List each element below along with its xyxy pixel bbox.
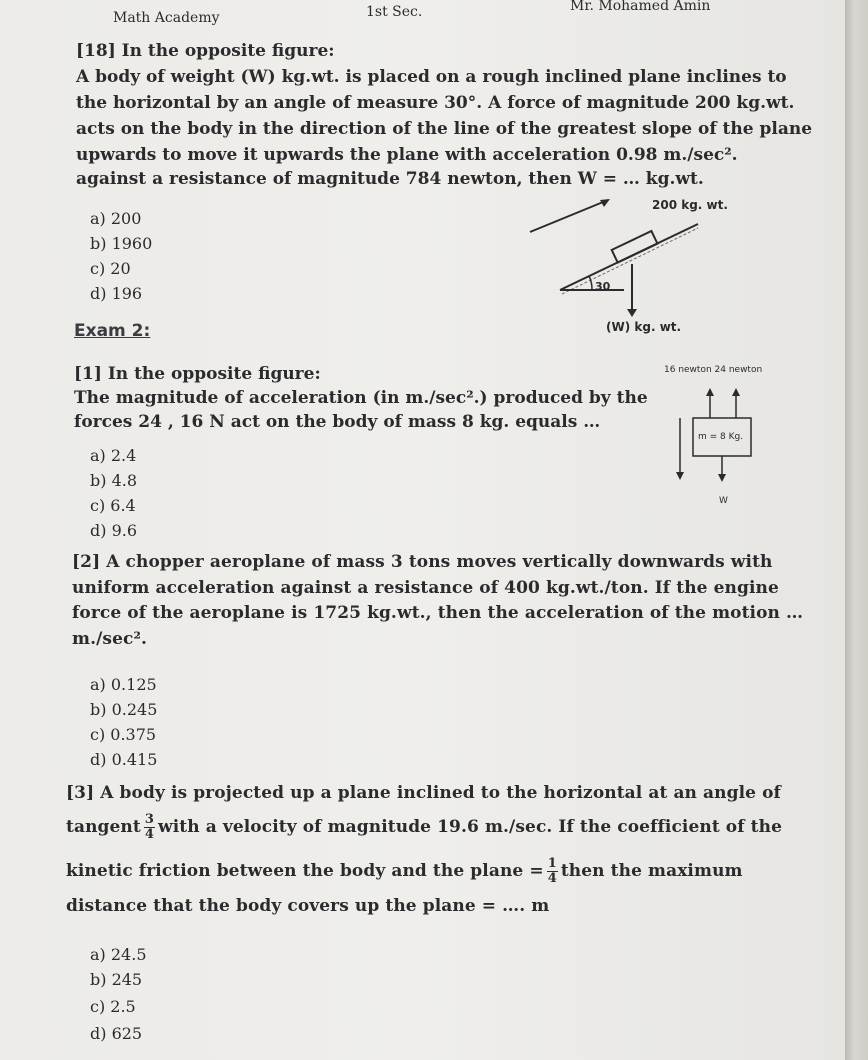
q2-line3: force of the aeroplane is 1725 kg.wt., then the acceleration of the motion … <box>72 603 804 623</box>
q2-option-b[interactable]: b) 0.245 <box>90 700 158 719</box>
q3-tangent-text: tangent <box>66 817 141 837</box>
q1-option-d[interactable]: d) 9.6 <box>90 521 138 540</box>
inclined-plane-figure <box>520 190 760 340</box>
q18-line2: A body of weight (W) kg.wt. is placed on a rough inclined plane inclines to <box>76 67 787 87</box>
q1-option-c[interactable]: c) 6.4 <box>90 496 136 515</box>
tangent-fraction <box>144 813 155 842</box>
force-label: 200 kg. wt. <box>652 198 728 212</box>
header-right: Mr. Mohamed Amin <box>570 0 711 14</box>
up-arrowhead-16 <box>706 388 714 396</box>
angle-label: 30 <box>595 280 611 293</box>
q3-option-a[interactable]: a) 24.5 <box>90 945 147 964</box>
force-arrow-line <box>530 200 608 232</box>
mu-numerator: 1 <box>547 856 557 871</box>
q2-line1: [2] A chopper aeroplane of mass 3 tons moves vertically downwards with <box>72 552 773 572</box>
q18-line4: acts on the body in the direction of the line of the greatest slope of the plane <box>76 119 813 139</box>
left-down-arrowhead <box>676 472 684 480</box>
weight-arrowhead <box>718 474 726 482</box>
tangent-denominator: 4 <box>144 827 154 842</box>
q18-title: [18] In the opposite figure: <box>76 41 335 61</box>
forces-label: 16 newton 24 newton <box>664 365 763 375</box>
page-edge <box>845 0 868 1060</box>
block-on-incline <box>612 231 658 263</box>
q18-option-d[interactable]: d) 196 <box>90 284 143 303</box>
q1-title: [1] In the opposite figure: <box>74 364 321 384</box>
q3-line4: distance that the body covers up the plane = …. m <box>66 896 550 916</box>
tangent-numerator: 3 <box>144 812 154 827</box>
mass-label: m = 8 Kg. <box>698 432 744 442</box>
q3-line3 <box>66 857 743 886</box>
q2-option-a[interactable]: a) 0.125 <box>90 675 157 694</box>
weight-label: (W) kg. wt. <box>606 320 682 334</box>
weight-w-label: W <box>719 496 728 506</box>
mu-fraction <box>547 857 558 886</box>
q18-line5: upwards to move it upwards the plane with acceleration 0.98 m./sec². <box>76 145 738 165</box>
header-left: Math Academy <box>113 10 220 26</box>
q3-friction-text: kinetic friction between the body and the plane = <box>66 861 544 881</box>
mu-denominator: 4 <box>547 871 557 886</box>
q3-option-b[interactable]: b) 245 <box>90 970 143 989</box>
q1-option-b[interactable]: b) 4.8 <box>90 471 138 490</box>
q2-option-d[interactable]: d) 0.415 <box>90 750 158 769</box>
q3-option-d[interactable]: d) 625 <box>90 1024 143 1043</box>
q2-line4: m./sec². <box>72 629 148 649</box>
q3-line2-rest: with a velocity of magnitude 19.6 m./sec. If the coefficient of the <box>158 817 783 837</box>
q18-line3: the horizontal by an angle of measure 30°. A force of magnitude 200 kg.wt. <box>76 93 795 113</box>
q18-line6: against a resistance of magnitude 784 newton, then W = … kg.wt. <box>76 169 704 189</box>
up-arrowhead-24 <box>732 388 740 396</box>
q18-option-a[interactable]: a) 200 <box>90 209 142 228</box>
q18-option-c[interactable]: c) 20 <box>90 259 131 278</box>
q18-option-b[interactable]: b) 1960 <box>90 234 153 253</box>
q2-line2: uniform acceleration against a resistance of 400 kg.wt./ton. If the engine <box>72 578 779 598</box>
q2-option-c[interactable]: c) 0.375 <box>90 725 157 744</box>
header-center: 1st Sec. <box>366 4 423 20</box>
weight-arrow-head <box>627 309 637 317</box>
q3-option-c[interactable]: c) 2.5 <box>90 997 136 1016</box>
q3-line3-rest: then the maximum <box>560 861 743 881</box>
q1-option-a[interactable]: a) 2.4 <box>90 446 137 465</box>
q3-line1: [3] A body is projected up a plane inclined to the horizontal at an angle of <box>66 783 781 803</box>
incline-hatching <box>562 228 698 294</box>
q3-line2 <box>66 813 782 842</box>
q1-line2: The magnitude of acceleration (in m./sec².) produced by the <box>74 388 648 408</box>
q1-line3: forces 24 , 16 N act on the body of mass 8 kg. equals … <box>74 412 601 432</box>
exam-2-title: Exam 2: <box>74 321 151 341</box>
angle-arc <box>589 276 592 290</box>
